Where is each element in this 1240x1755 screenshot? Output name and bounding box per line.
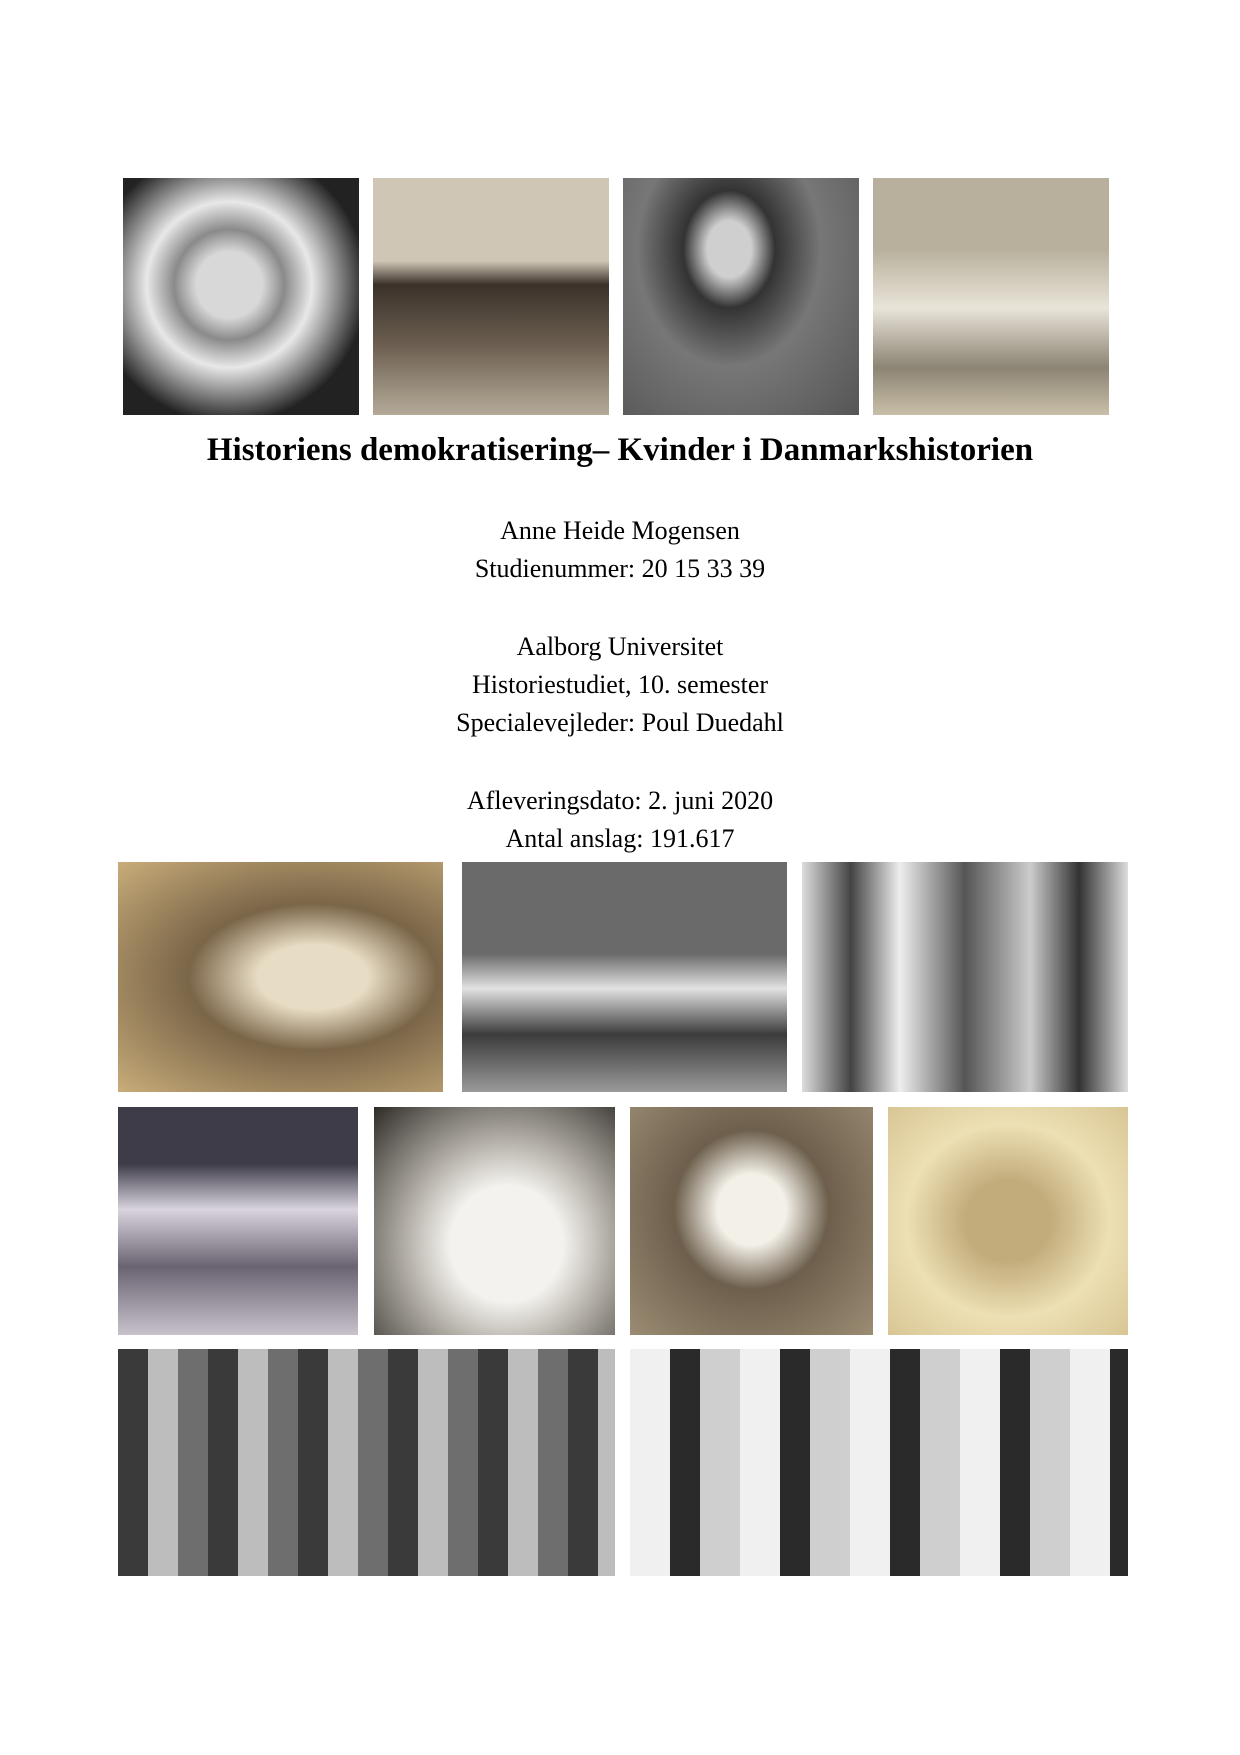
supervisor: Specialevejleder: Poul Duedahl — [456, 708, 784, 737]
photo-woman-shooting — [118, 862, 443, 1092]
photo-woman-bicycle — [630, 1107, 873, 1335]
submission-date: Afleveringsdato: 2. juni 2020 — [466, 786, 774, 815]
photo-actress-curtain — [623, 178, 859, 415]
document-title: Historiens demokratisering– Kvinder i Danmarkshistorien — [206, 432, 1034, 468]
photo-children-group — [118, 1349, 615, 1576]
author-name: Anne Heide Mogensen — [500, 516, 740, 545]
photo-woman-with-hat — [123, 178, 359, 415]
photo-mother-baby — [374, 1107, 615, 1335]
photo-women-group-street — [373, 178, 609, 415]
character-count: Antal anslag: 191.617 — [505, 824, 735, 853]
study-program: Historiestudiet, 10. semester — [471, 670, 769, 699]
university: Aalborg Universitet — [516, 632, 724, 661]
photo-dancer — [888, 1107, 1128, 1335]
photo-women-marching — [802, 862, 1128, 1092]
photo-banner-procession — [118, 1107, 358, 1335]
photo-women-workers — [630, 1349, 1128, 1576]
photo-women-demonstration — [873, 178, 1109, 415]
student-number: Studienummer: 20 15 33 39 — [474, 554, 766, 583]
photo-women-bathing — [462, 862, 787, 1092]
